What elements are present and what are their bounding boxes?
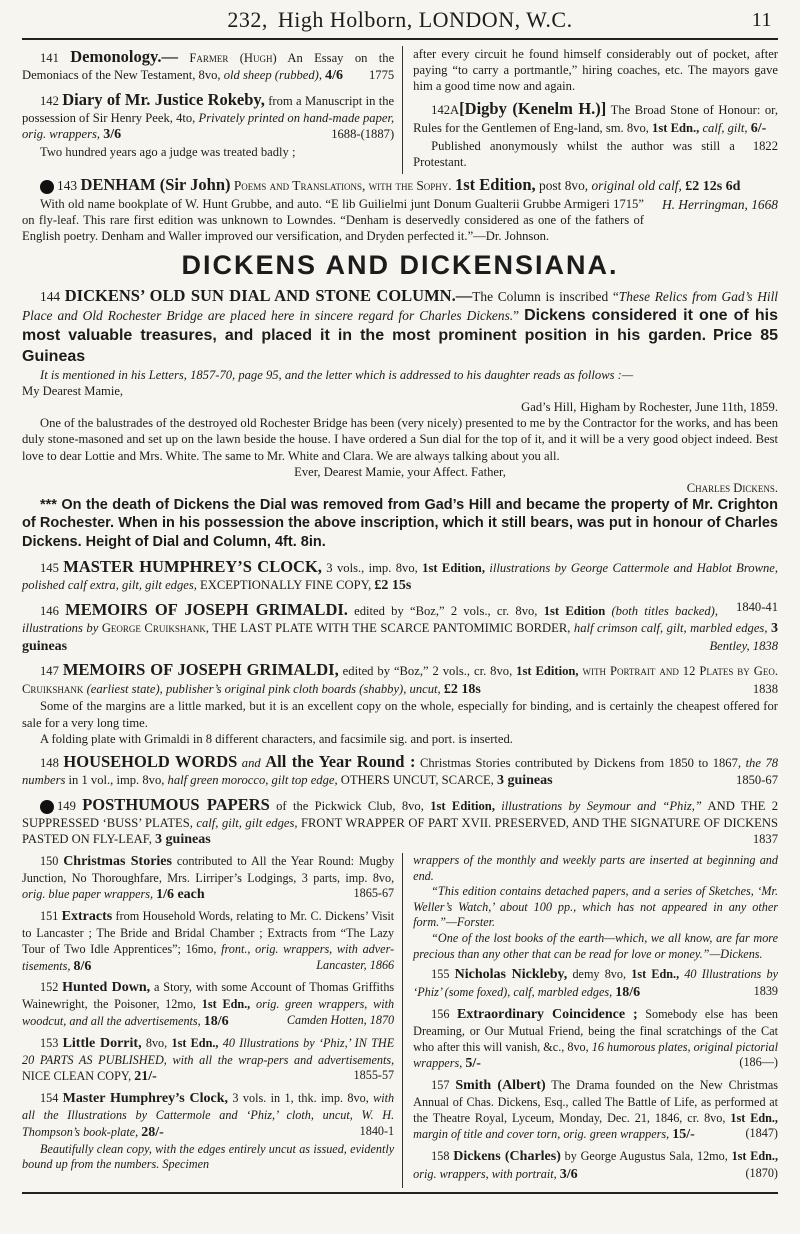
lot-edition: 1st Edition (543, 603, 606, 618)
bookseller-address: High Holborn, LONDON, W.C. (277, 7, 573, 32)
lot-binding: old sheep (rubbed), (223, 68, 323, 83)
entry-143 (22, 174, 778, 244)
lot-binding: calf, gilt, gilt edges, (196, 815, 298, 830)
lot-condition: EXCEPTIONALLY FINE COPY, (196, 577, 372, 592)
lot-year: 1838 (752, 681, 778, 696)
footer-rule (22, 1192, 778, 1194)
lot-edition: 1st Edn., (171, 1035, 219, 1050)
lot-number: 154 (40, 1091, 59, 1106)
top-right-column (413, 46, 778, 174)
header-rule (22, 38, 778, 40)
lot-condition: OTHERS UNCUT, SCARCE, (337, 772, 497, 787)
lot-binding: margin of title and cover torn, orig. green wrappers, (413, 1127, 670, 1142)
entry-144 (22, 285, 778, 552)
lot-number: 144 (40, 288, 61, 304)
bullet-icon (40, 180, 54, 194)
lot-number: 142 (40, 94, 59, 109)
lot-price: 3 guineas (496, 772, 553, 788)
lot-year: 1840-41 (736, 599, 778, 614)
lot-price: 18/6 (615, 985, 641, 1001)
lot-binding: orig. green wrappers, with woodcut, and all the advertisements, (22, 997, 395, 1028)
lot-price: 28/- (141, 1124, 164, 1140)
lot-description: The Drama founded on the New Christmas Annual of Chas. Dickens, Esq., called The Battle of Life, as performed at the Theatre Royal, Lyceum, Monday, Dec. 21, 1846, cr. 8vo, (413, 1078, 779, 1125)
lot-highlight: Dickens considered it one of his most valuable treasures, and placed it in the most prominent position in his garden. (22, 306, 779, 345)
letter-closing: Ever, Dearest Mamie, your Affect. Father, (294, 464, 506, 479)
lot-year: (1870) (745, 1166, 778, 1180)
letter-body: One of the balustrades of the destroyed old Rochester Bridge has been (very nicely) presented to me by the Contractor for the works, and has been duly stone-masoned and set up on the lawn beside the house. I have ordered a Sun dial for the top of it, and it will be a very good object indeed. Best love to dear Lottie and Mrs. White. The same to Mr. White and Clara. We are always talking about you all. (22, 416, 778, 463)
lot-conjunction: and (237, 755, 266, 770)
lot-format: post 8vo, (535, 177, 592, 193)
lot-price: 8/6 (73, 958, 92, 974)
lot-price: 5/- (465, 1056, 481, 1072)
bottom-columns (22, 853, 778, 1188)
entry-150 (22, 853, 394, 904)
lot-price: 6/- (750, 120, 767, 136)
lot-description: Somebody else has been Dreaming, or Our Mutual Friend, being the final scratchings of the Cat who after this will vanish, &c., 8vo, (413, 1007, 779, 1054)
lot-title: DENHAM (Sir John) (80, 174, 231, 194)
entry-156 (413, 1006, 778, 1073)
lot-title: Demonology.— (70, 47, 178, 67)
entry-158 (413, 1148, 778, 1184)
lot-condition: (both titles backed), illustrations by (22, 603, 719, 635)
lot-description: The Broad Stone of Honour: or, Rules for the Gentlemen of Eng-land, sm. 8vo, (413, 103, 778, 135)
lot-number: 146 (40, 603, 59, 618)
lot-price: 3 guineas (22, 620, 779, 654)
lot-title: MEMOIRS OF JOSEPH GRIMALDI, (62, 660, 339, 680)
lot-plates: AND THE 2 SUPPRESSED ‘BUSS’ PLATES, (22, 798, 778, 830)
lot-year: 1839 (753, 984, 778, 999)
lot-binding: orig. blue paper wrappers, (22, 887, 154, 902)
lot-description: edited by “Boz,” 2 vols., cr. 8vo, (338, 664, 517, 679)
lot-year: 1855-57 (353, 1068, 395, 1083)
letter-salutation: My Dearest Mamie, (22, 384, 124, 399)
lot-binding: 16 humorous plates, original pictorial wrappers, (413, 1039, 779, 1071)
lot-number: 158 (431, 1149, 450, 1164)
lot-description: The Column is inscribed “ (472, 288, 619, 304)
entry-154 (22, 1090, 394, 1173)
lot-number: 152 (40, 980, 59, 995)
lot-description: from a Manuscript in the possession of Sir Henry Peek, 4to, (22, 94, 395, 126)
lot-description: contributed to All the Year Round: Mugby Junction, No Thoroughfare, Mrs. Lirriper’s Lodgings, 3 parts, imp. 8vo, (22, 853, 395, 885)
lot-year: 1688-(1887) (331, 127, 395, 142)
lot-title: Dickens (Charles) (453, 1149, 561, 1165)
lot-condition: FRONT WRAPPER OF PART XVII. PRESERVED, AND THE SIGNATURE OF DICKENS PASTED ON FLY-LEAF, (22, 815, 778, 847)
lot-title: Master Humphrey’s Clock, (62, 1091, 229, 1107)
lot-title: Diary of Mr. Justice Rokeby, (62, 90, 265, 110)
lot-author: Farmer (Hugh) (189, 51, 277, 66)
lot-number: 143 (57, 177, 78, 193)
lot-year: (1847) (745, 1126, 778, 1141)
top-left-column (22, 46, 403, 174)
lot-note: wrappers of the monthly and weekly parts are inserted at beginning and end. (413, 852, 778, 883)
entry-155 (413, 966, 778, 1002)
letter-signature: Charles Dickens. (686, 480, 778, 495)
bottom-right-column (413, 853, 778, 1188)
lot-title: POSTHUMOUS PAPERS (82, 794, 270, 814)
bottom-left-column (22, 853, 403, 1188)
dial-inscription: These Relics from Gad’s Hill Place and Old Rochester Bridge are placed here in sincere regard for Charles Dickens. (22, 288, 779, 323)
entry-148 (22, 751, 778, 790)
lot-numbers: the 78 numbers (22, 755, 779, 787)
entry-147 (22, 659, 778, 746)
lot-imprint: Bentley, 1838 (709, 638, 778, 653)
bullet-icon (40, 800, 54, 814)
lot-format: in 1 vol., imp. 8vo, (65, 772, 168, 787)
lot-condition: NICE CLEAN COPY, (22, 1069, 132, 1084)
lot-binding: calf, gilt, (699, 120, 748, 135)
lot-binding: (earliest state), publisher’s original pink cloth boards (shabby), uncut, (86, 681, 441, 696)
lot-title: Extracts (61, 909, 113, 925)
lot-price: £2 12s 6d (685, 178, 741, 194)
entry-153 (22, 1035, 394, 1086)
running-head (22, 6, 778, 34)
lot-binding: front., orig. wrappers, with adver-tisements, (22, 941, 395, 973)
lot-number: 155 (431, 967, 450, 982)
lot-binding: Privately printed on hand-made paper, orig. wrappers, (22, 111, 395, 142)
letter-place-date: Gad’s Hill, Higham by Rochester, June 11th, 1859. (521, 400, 778, 415)
lot-edition: 1st Edn., (631, 967, 680, 982)
lot-binding: with all the Illustrations by Cattermole and ‘Phiz,’ cloth, uncut, W. H. Thompson’s book-plate, (22, 1091, 395, 1139)
lot-year: 1840-1 (359, 1123, 395, 1138)
lot-edition: 1st Edn., (201, 997, 251, 1012)
lot-quote: “This edition contains detached papers, and a series of Sketches, ‘Mr. Weller’s Watch,’ about 100 pp., which has not appeared in any other form.”—Forster. (413, 884, 778, 930)
entry-146 (22, 599, 778, 656)
lot-note: Published anonymously whilst the author was still a Protestant. (413, 138, 735, 169)
lot-description: edited by “Boz,” 2 vols., cr. 8vo, (347, 603, 544, 618)
entry-154-continued (413, 853, 778, 962)
lot-quote: “One of the lost books of the earth—which, we all know, are far more precious than any other that can be read for love or money.”—Dickens. (413, 931, 778, 961)
lot-description: Poems and Translations, with the Sophy. (233, 177, 455, 193)
lot-price: 3/6 (559, 1167, 578, 1182)
lot-description-close: ” (513, 307, 525, 323)
lot-description: An Essay on the Demoniacs of the New Testament, 8vo, (22, 51, 395, 83)
lot-description: Christmas Stories contributed by Dickens from 1850 to 1867, (415, 755, 746, 770)
lot-note-plate: A folding plate with Grimaldi in 8 different characters, and facsimile sig. and port. is inserted. (40, 731, 513, 746)
lot-number: 149 (57, 798, 76, 813)
lot-number: 145 (40, 560, 59, 575)
lot-year: 1775 (368, 68, 395, 83)
entry-142a (413, 98, 778, 169)
lot-number: 141 (40, 51, 59, 66)
lot-title-second: All the Year Round : (265, 751, 416, 771)
letter-reference: It is mentioned in his Letters, 1857-70, page 95, and the letter which is addressed to his daughter reads as follows :— (40, 368, 634, 383)
lot-imprint: Camden Hotten, 1870 (286, 1012, 395, 1027)
lot-number: 142A (431, 103, 460, 118)
lot-edition: 1st Edn., (730, 1110, 778, 1125)
lot-imprint: Lancaster, 1866 (316, 957, 395, 972)
lot-description: 3 vols. in 1, thk. imp. 8vo, (228, 1091, 374, 1106)
lot-binding: orig. wrappers, with portrait, (413, 1167, 557, 1181)
lot-title: [Digby (Kenelm H.)] (459, 99, 607, 119)
lot-illustrations: illustrations by George Cattermole and Hablot Browne, (484, 560, 779, 575)
top-columns (22, 46, 778, 174)
lot-title: Nicholas Nickleby, (454, 967, 568, 983)
lot-note: Some of the margins are a little marked, but it is an excellent copy on the whole, especially for binding, and is certainly the cheapest offered for sale for a very long time. (22, 699, 778, 730)
lot-year: 1822 (752, 138, 778, 153)
entry-141-continued (413, 46, 778, 94)
lot-price: 3 guineas (155, 832, 211, 848)
lot-number: 156 (431, 1007, 450, 1022)
lot-binding: polished calf extra, gilt, gilt edges, (22, 577, 197, 592)
lot-binding: 40 Illustrations by ‘Phiz,’ IN THE 20 PARTS AS PUBLISHED, with all the wrap-pers and advertisements, (22, 1035, 395, 1067)
entry-157 (413, 1077, 778, 1144)
lot-price: £2 18s (443, 681, 481, 697)
lot-number: 157 (431, 1078, 450, 1093)
lot-edition: 1st Edition, (430, 798, 495, 813)
lot-edition: 1st Edn., (652, 120, 700, 135)
full-width-entries (22, 174, 778, 849)
lot-binding: half crimson calf, gilt, marbled edges, (573, 620, 768, 635)
entry-145 (22, 556, 778, 595)
lot-note: Two hundred years ago a judge was treated badly ; (40, 145, 296, 160)
lot-plates: with Portrait and 12 Plates by Geo. Cruikshank (22, 664, 778, 696)
lot-price: Price 85 Guineas (22, 327, 778, 365)
lot-illustrations: illustrations by Seymour and “Phiz,” (494, 798, 702, 813)
lot-description: 8vo, (141, 1035, 172, 1050)
lot-note: after every circuit he found himself considerably out of pocket, after paying “to carry a portmantle,” hiring coaches, etc. The mayors gave him a good time now and again. (413, 47, 778, 94)
lot-price: 1/6 each (156, 887, 205, 903)
entry-149 (22, 794, 778, 849)
lot-edition: 1st Edn., (731, 1149, 779, 1164)
lot-price: 4/6 (325, 68, 344, 84)
lot-edition: 1st Edition, (516, 664, 579, 679)
lot-year: 1837 (752, 832, 778, 847)
lot-number: 147 (40, 664, 59, 679)
lot-description: from Household Words, relating to Mr. C. Dickens’ Visit to Lancaster ; The Bride and Bridal Chamber ; Extracts from “The Lazy Tour of Two Idle Apprentices”; 16mo, (22, 909, 395, 956)
lot-title: MEMOIRS OF JOSEPH GRIMALDI. (65, 599, 348, 619)
lot-price: 15/- (672, 1127, 695, 1143)
entry-141 (22, 46, 394, 85)
page-number: 232, (227, 7, 268, 32)
lot-number: 148 (40, 755, 59, 770)
lot-number: 153 (40, 1035, 59, 1050)
lot-plates: George Cruikshank, THE LAST PLATE WITH THE SCARCE PANTOMIMIC BORDER, (98, 620, 574, 635)
lot-title: DICKENS’ OLD SUN DIAL AND STONE COLUMN.— (64, 285, 473, 305)
lot-binding: original old calf, (591, 177, 682, 193)
entry-142 (22, 89, 394, 160)
lot-year: 1850-67 (736, 772, 778, 787)
lot-edition: 1st Edition, (454, 174, 536, 194)
lot-binding: half green morocco, gilt top edge, (167, 772, 338, 787)
lot-title: Extraordinary Coincidence ; (456, 1007, 638, 1023)
lot-description: demy 8vo, (567, 967, 632, 982)
lot-description: a Story, with some Account of Thomas Griffiths Wainewright, the Poisoner, 12mo, (22, 980, 395, 1012)
lot-edition: 1st Edition, (422, 560, 485, 575)
lot-title: MASTER HUMPHREY’S CLOCK, (63, 556, 322, 576)
lot-year: (186—) (739, 1055, 778, 1070)
section-title: DICKENS AND DICKENSIANA. (181, 249, 619, 280)
lot-title: Hunted Down, (62, 980, 151, 996)
lot-title: Smith (Albert) (455, 1078, 546, 1094)
lot-title: HOUSEHOLD WORDS (63, 751, 238, 771)
lot-price: 3/6 (103, 127, 122, 143)
lot-price: 21/- (134, 1069, 157, 1085)
lot-title: Christmas Stories (63, 853, 172, 869)
lot-number: 151 (40, 909, 59, 924)
lot-price: £2 15s (374, 577, 412, 593)
lot-year: 1865-67 (353, 886, 395, 901)
entry-152 (22, 979, 394, 1030)
lot-description: of the Pickwick Club, 8vo, (269, 798, 431, 813)
lot-number: 150 (40, 853, 59, 868)
lot-title: Little Dorrit, (62, 1035, 142, 1051)
lot-imprint: H. Herringman, 1668 (661, 196, 778, 212)
signature-mark: 11 (751, 9, 772, 31)
lot-binding: 40 Illustrations by ‘Phiz’ (some foxed), calf, marbled edges, (413, 967, 778, 1000)
entry-151 (22, 908, 394, 975)
lot-note: Beautifully clean copy, with the edges entirely uncut as issued, evidently bound up from the numbers. Specimen (22, 1141, 395, 1172)
lot-note: *** On the death of Dickens the Dial was removed from Gad’s Hill and became the property of Mr. Crighton of Rochester. When in his possession the above inscription, which it still bears, was put in honour of Charles Dickens. Height of Dial and Column, 4ft. 8in. (22, 496, 778, 550)
lot-description: by George Augustus Sala, 12mo, (560, 1149, 732, 1164)
lot-note: With old name bookplate of W. Hunt Grubbe, and auto. “E lib Guilielmi junt Donum Gualterii Grubbe Armigeri 1715” on fly-leaf. This rare first edition was unknown to Lowndes. “Denham is deservedly considered as one of the fathers of English poetry. Denham and Waller improved our versification, and Dryden perfected it.”—Dr. Johnson. (22, 196, 644, 243)
lot-price: 18/6 (203, 1013, 229, 1029)
lot-description: 3 vols., imp. 8vo, (321, 560, 423, 575)
